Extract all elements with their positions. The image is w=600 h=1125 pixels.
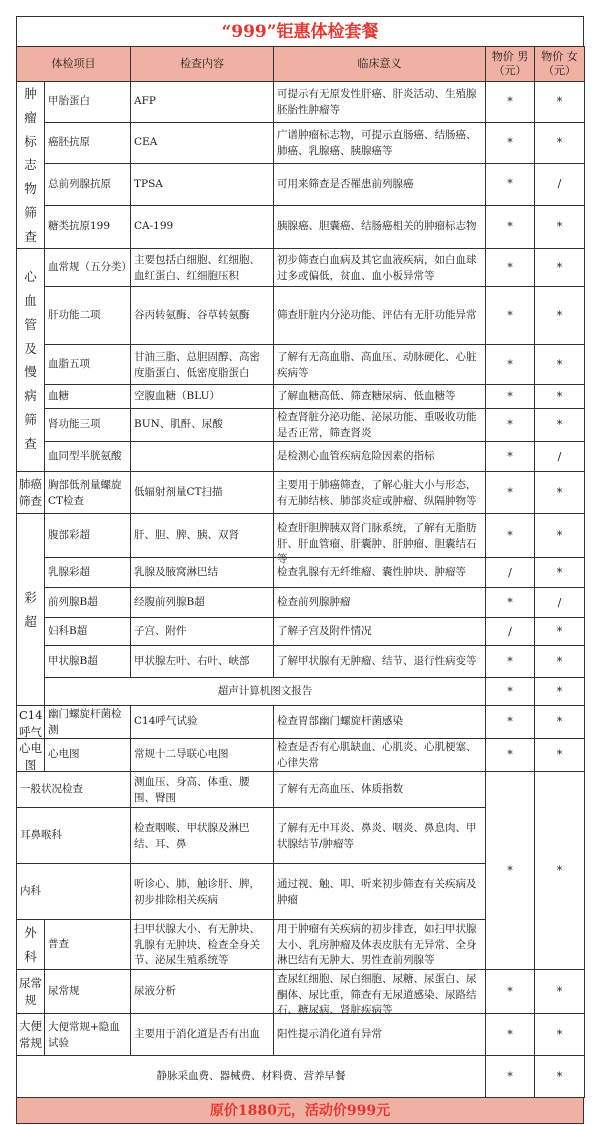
item-content: 检查咽喉、甲状腺及淋巴结、耳、鼻 [131, 808, 274, 864]
item-content: 扫甲状腺大小、有无肿块、乳腺有无肿块、检查全身关节、泌尿生殖系统等 [131, 920, 274, 970]
item-name: 甲胎蛋白 [45, 82, 131, 123]
shared-male-price: * [486, 772, 535, 970]
male-price: * [486, 385, 535, 409]
female-price: * [535, 618, 585, 646]
male-price: * [486, 409, 535, 442]
female-price: * [535, 206, 585, 249]
item-name: 糖类抗原199 [45, 206, 131, 249]
item-meaning: 检查胃部幽门螺旋杆菌感染 [274, 706, 486, 739]
item-name: 普查 [45, 920, 131, 970]
item-content: CA-199 [131, 206, 274, 249]
item-name: 肝功能二项 [45, 287, 131, 345]
item-content: 常规十二导联心电图 [131, 739, 274, 772]
item-meaning: 查尿红细胞、尿白细胞、尿糖、尿蛋白、尿酮体、尿比重，筛查有无尿道感染、尿路结石、糖尿病、肾脏疾病等 [274, 970, 486, 1014]
table-row [17, 345, 585, 385]
page-title: “999”钜惠体检套餐 [16, 16, 584, 46]
item-content: 主要用于消化道是否有出血 [131, 1014, 274, 1056]
male-price: * [486, 206, 535, 249]
item-meaning: 广谱肿瘤标志物，可提示直肠癌、结肠癌、肺癌、乳腺癌、胰腺癌等 [274, 123, 486, 164]
female-price: * [535, 287, 585, 345]
item-meaning: 主要用于肺癌筛查，了解心脏大小与形态，有无肺结核、肺部炎症或肿瘤、纵隔肿物等 [274, 472, 486, 514]
item-meaning: 是检测心血管疾病危险因素的指标 [274, 442, 486, 472]
female-price: * [535, 970, 585, 1014]
item-meaning: 检查前列腺肿瘤 [274, 588, 486, 618]
item-name: 肾功能三项 [45, 409, 131, 442]
item-meaning: 了解血糖高低、筛查糖尿病、低血糖等 [274, 385, 486, 409]
table-row [17, 123, 585, 164]
female-price: * [535, 678, 585, 706]
male-price: * [486, 739, 535, 772]
item-meaning: 阳性提示消化道有异常 [274, 1014, 486, 1056]
item-content: 乳腺及腋窝淋巴结 [131, 558, 274, 588]
table-row [17, 772, 585, 808]
table-row [17, 588, 585, 618]
item-name: 血脂五项 [45, 345, 131, 385]
male-price: * [486, 249, 535, 287]
header-female-price: 物价 女（元） [535, 47, 585, 82]
female-price: / [535, 588, 585, 618]
table-row [17, 618, 585, 646]
table-row [17, 287, 585, 345]
table-row [17, 249, 585, 287]
table-row [17, 206, 585, 249]
price-footer: 原价1880元，活动价999元 [16, 1098, 584, 1124]
shared-female-price: * [535, 772, 585, 970]
item-content: 主要包括白细胞、红细胞、血红蛋白、红细胞压积 [131, 249, 274, 287]
item-meaning: 了解甲状腺有无肿瘤、结节、退行性病变等 [274, 646, 486, 678]
male-price: * [486, 164, 535, 206]
item-name: 超声计算机图文报告 [45, 678, 486, 706]
female-price: * [535, 1056, 585, 1098]
table-row [17, 409, 585, 442]
item-name: 腹部彩超 [45, 514, 131, 558]
item-meaning: 检查肾脏分泌功能、泌尿功能、重吸收功能是否正常，筛查肾炎 [274, 409, 486, 442]
item-name: 总前列腺抗原 [45, 164, 131, 206]
male-price: * [486, 472, 535, 514]
male-price: * [486, 287, 535, 345]
category-lung: 肺癌筛查 [17, 472, 45, 514]
item-name: 胸部低剂量螺旋CT检查 [45, 472, 131, 514]
item-meaning: 检查乳腺有无纤维瘤、囊性肿块、肿瘤等 [274, 558, 486, 588]
item-content: 经腹前列腺B超 [131, 588, 274, 618]
item-content: 测血压、身高、体重、腰围、臀围 [131, 772, 274, 808]
table-row [17, 678, 585, 706]
item-content: 尿液分析 [131, 970, 274, 1014]
item-name: 血常规（五分类） [45, 249, 131, 287]
category-ent: 耳鼻喉科 [17, 808, 131, 864]
item-name: 癌胚抗原 [45, 123, 131, 164]
category-urine: 尿常规 [17, 970, 45, 1014]
female-price: * [535, 646, 585, 678]
category-internal: 内科 [17, 864, 131, 920]
category-cardio: 心血管及慢病筛查 [17, 249, 45, 472]
item-content: 谷丙转氨酶、谷草转氨酶 [131, 287, 274, 345]
item-content: BUN、肌酐、尿酸 [131, 409, 274, 442]
item-meaning: 了解有无中耳炎、鼻炎、咽炎、鼻息肉、甲状腺结节/肿瘤等 [274, 808, 486, 864]
item-meaning: 了解有无高血压、体质指数 [274, 772, 486, 808]
male-price: * [486, 1056, 535, 1098]
item-content: 空腹血糖（BLU） [131, 385, 274, 409]
item-name: 妇科B超 [45, 618, 131, 646]
item-name: 血糖 [45, 385, 131, 409]
item-name: 乳腺彩超 [45, 558, 131, 588]
table-row [17, 164, 585, 206]
item-content: C14呼气试验 [131, 706, 274, 739]
item-content: CEA [131, 123, 274, 164]
female-price: / [535, 442, 585, 472]
item-meaning: 可提示有无原发性肝癌、肝炎活动、生殖腺胚胎性肿瘤等 [274, 82, 486, 123]
male-price: * [486, 123, 535, 164]
item-content: 低辐射剂量CT扫描 [131, 472, 274, 514]
item-meaning: 筛查肝脏内分泌功能、评估有无肝功能异常 [274, 287, 486, 345]
female-price: * [535, 409, 585, 442]
item-meaning: 通过视、触、叩、听来初步筛查有关疾病及肿瘤 [274, 864, 486, 920]
category-ultrasound: 彩超 [17, 514, 45, 706]
item-content: 甲状腺左叶、右叶、峡部 [131, 646, 274, 678]
category-stool: 大便常规 [17, 1014, 45, 1056]
item-meaning: 胰腺癌、胆囊癌、结肠癌相关的肿瘤标志物 [274, 206, 486, 249]
item-content: 听诊心、肺，触诊肝、脾，初步排除相关疾病 [131, 864, 274, 920]
item-name: 前列腺B超 [45, 588, 131, 618]
item-content: AFP [131, 82, 274, 123]
table-row [17, 82, 585, 123]
header-meaning: 临床意义 [274, 47, 486, 82]
item-content: TPSA [131, 164, 274, 206]
item-content: 肝、胆、脾、胰、双肾 [131, 514, 274, 558]
table-row [17, 1056, 585, 1098]
header-content: 检查内容 [131, 47, 274, 82]
item-content: 子宫、附件 [131, 618, 274, 646]
item-name: 大便常规+隐血试验 [45, 1014, 131, 1056]
female-price: * [535, 706, 585, 739]
female-price: * [535, 472, 585, 514]
item-name: 幽门螺旋杆菌检测 [45, 706, 131, 739]
item-meaning: 可用来筛查是否罹患前列腺癌 [274, 164, 486, 206]
female-price: * [535, 123, 585, 164]
item-meaning: 检查是否有心肌缺血、心肌炎、心肌梗塞、心律失常 [274, 739, 486, 772]
male-price: * [486, 514, 535, 558]
table-row [17, 385, 585, 409]
item-content: 甘油三脂、总胆固醇、高密度脂蛋白、低密度脂蛋白 [131, 345, 274, 385]
item-meaning: 了解子宫及附件情况 [274, 618, 486, 646]
category-ecg: 心电图 [17, 739, 45, 772]
item-content [131, 442, 274, 472]
male-price: * [486, 1014, 535, 1056]
female-price: * [535, 1014, 585, 1056]
item-name: 甲状腺B超 [45, 646, 131, 678]
table-row [17, 514, 585, 558]
male-price: * [486, 646, 535, 678]
table-row [17, 558, 585, 588]
female-price: * [535, 345, 585, 385]
table-row [17, 646, 585, 678]
female-price: * [535, 385, 585, 409]
female-price: * [535, 249, 585, 287]
item-name: 尿常规 [45, 970, 131, 1014]
male-price: * [486, 82, 535, 123]
male-price: * [486, 706, 535, 739]
item-name: 血同型半胱氨酸 [45, 442, 131, 472]
item-meaning: 检查肝胆脾胰双肾门脉系统，了解有无脂肪肝、肝血管瘤、肝囊肿、肝肿瘤、胆囊结石等 [274, 514, 486, 558]
header-male-price: 物价 男（元） [486, 47, 535, 82]
table-row [17, 472, 585, 514]
table-row [17, 1014, 585, 1056]
male-price: * [486, 442, 535, 472]
item-meaning: 了解有无高血脂、高血压、动脉硬化、心脏疾病等 [274, 345, 486, 385]
male-price: / [486, 558, 535, 588]
header-row [17, 47, 585, 82]
female-price: / [535, 164, 585, 206]
female-price: * [535, 82, 585, 123]
header-item: 体检项目 [17, 47, 131, 82]
male-price: * [486, 678, 535, 706]
female-price: * [535, 739, 585, 772]
item-meaning: 用于肿瘤有关疾病的初步排查，如扫甲状腺大小、乳房肿瘤及体表皮肤有无异常、全身淋巴结有无肿大、男性查前列腺等 [274, 920, 486, 970]
table-row [17, 442, 585, 472]
category-tumor: 肿瘤标志物筛查 [17, 82, 45, 249]
male-price: * [486, 588, 535, 618]
category-general: 一般状况检查 [17, 772, 131, 808]
table-row [17, 970, 585, 1014]
female-price: * [535, 558, 585, 588]
male-price: * [486, 345, 535, 385]
category-c14: C14呼气 [17, 706, 45, 739]
item-name: 心电图 [45, 739, 131, 772]
package-table [16, 46, 585, 1098]
item-meaning: 初步筛查白血病及其它血液疾病，如白血球过多或偏低，贫血、血小板异常等 [274, 249, 486, 287]
male-price: * [486, 970, 535, 1014]
fees-item: 静脉采血费、器械费、材料费、营养早餐 [17, 1056, 486, 1098]
table-row [17, 739, 585, 772]
female-price: * [535, 514, 585, 558]
male-price: / [486, 618, 535, 646]
category-surgery: 外科 [17, 920, 45, 970]
table-row [17, 706, 585, 739]
